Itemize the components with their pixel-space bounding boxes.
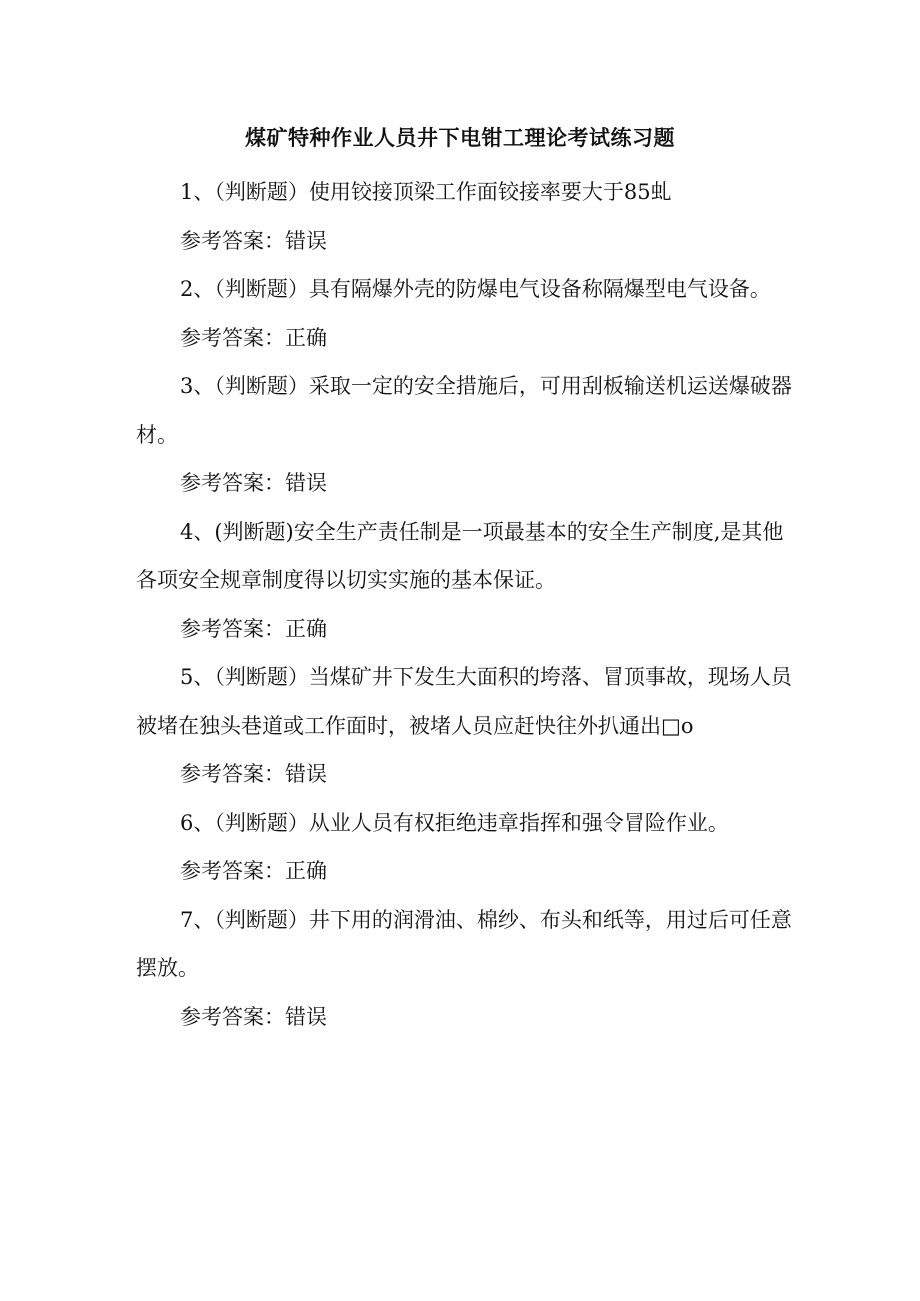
question-4-text: 4、(判断题)安全生产责任制是一项最基本的安全生产制度,是其他各项安全规章制度得以切实实施的基本保证。 — [136, 519, 784, 592]
question-7-text: 7、（判断题）井下用的润滑油、棉纱、布头和纸等，用过后可任意摆放。 — [136, 907, 792, 980]
question-5-text: 5、（判断题）当煤矿井下发生大面积的垮落、冒顶事故，现场人员被堵在独头巷道或工作面时，被堵人员应赶快往外扒通出□o — [136, 665, 792, 738]
question-6-answer: 参考答案：正确 — [180, 859, 327, 883]
question-4-answer: 参考答案：正确 — [180, 616, 327, 641]
question-1-answer: 参考答案：错误 — [180, 228, 327, 253]
question-3-answer: 参考答案：错误 — [180, 471, 327, 495]
question-6-text: 6、（判断题）从业人员有权拒绝违章指挥和强令冒险作业。 — [180, 810, 729, 835]
document-body — [136, 168, 796, 1041]
question-2-text: 2、（判断题）具有隔爆外壳的防爆电气设备称隔爆型电气设备。 — [180, 277, 771, 301]
question-1-text: 1、（判断题）使用铰接顶梁工作面铰接率要大于85虬 — [180, 180, 672, 204]
question-2-answer: 参考答案：正确 — [180, 325, 327, 350]
question-5-answer: 参考答案：错误 — [180, 762, 327, 786]
question-3-text: 3、（判断题）采取一定的安全措施后，可用刮板输送机运送爆破器材。 — [136, 374, 792, 447]
document-title: 煤矿特种作业人员井下电钳工理论考试练习题 — [245, 125, 675, 150]
question-7-answer: 参考答案：错误 — [180, 1004, 327, 1029]
